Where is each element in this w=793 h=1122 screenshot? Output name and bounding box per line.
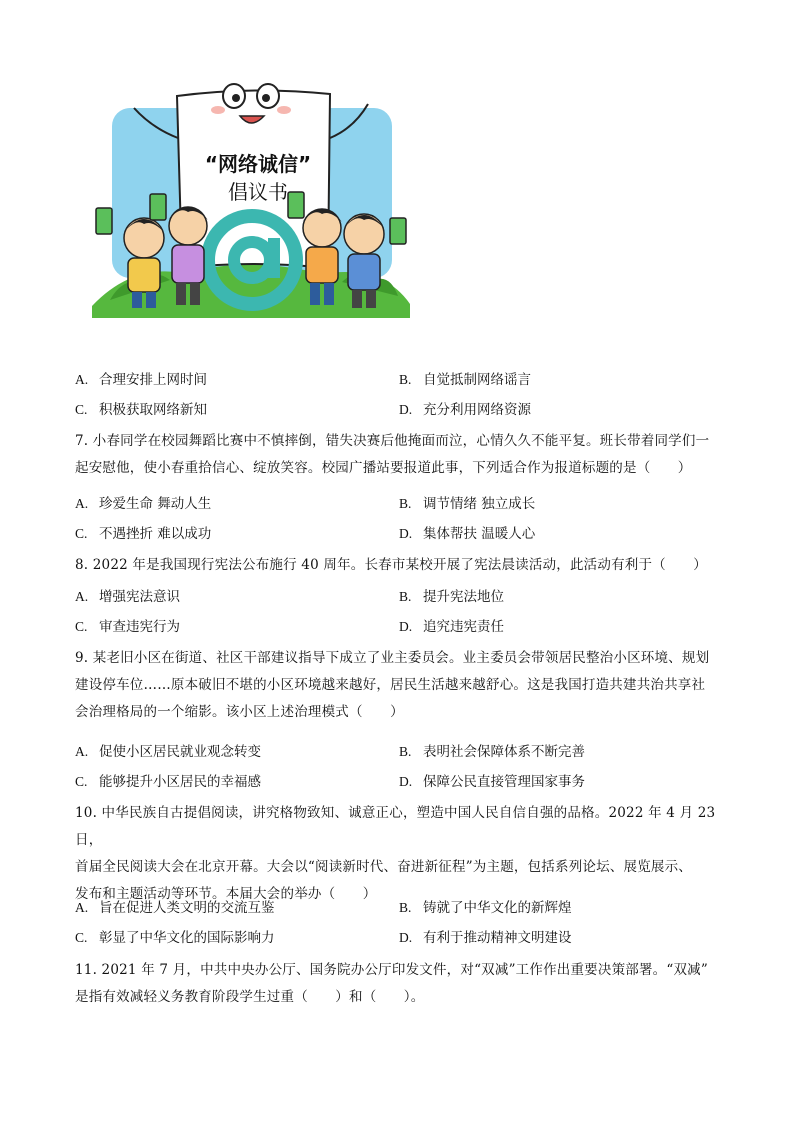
q8-option-a[interactable] <box>75 587 180 607</box>
option-text: 增强宪法意识 <box>99 589 180 605</box>
option-text: 追究违宪责任 <box>423 619 504 635</box>
option-text: 集体帮扶 温暖人心 <box>423 526 536 542</box>
question-text-line: 会治理格局的一个缩影。该小区上述治理模式（ ） <box>75 704 404 720</box>
option-label: A. <box>75 744 89 759</box>
option-label: C. <box>75 402 88 417</box>
q9-option-b[interactable] <box>399 742 585 762</box>
option-text: 审查违宪行为 <box>99 619 180 635</box>
sign-subtitle: 倡议书 <box>228 180 288 204</box>
question-9 <box>75 645 725 726</box>
question-text-line: 8. 2022 年是我国现行宪法公布施行 40 周年。长春市某校开展了宪法晨读活动，此活动有利于（ ） <box>75 557 707 573</box>
question-text-line: 11. 2021 年 7 月，中共中央办公厅、国务院办公厅印发文件，对“双减”工作作出重要决策部署。“双减” <box>75 962 708 978</box>
option-label: D. <box>399 619 413 634</box>
question-text-line: 建设停车位……原本破旧不堪的小区环境越来越好，居民生活越来越舒心。这是我国打造共建共治共享社 <box>75 677 706 693</box>
question-7 <box>75 428 725 482</box>
q10-option-a[interactable] <box>75 898 275 918</box>
q10-option-b[interactable] <box>399 898 572 918</box>
q7-option-d[interactable] <box>399 524 535 544</box>
option-text: 促使小区居民就业观念转变 <box>99 744 261 760</box>
option-text: 不遇挫折 难以成功 <box>99 526 212 542</box>
option-text: 提升宪法地位 <box>423 589 504 605</box>
q10-option-d[interactable] <box>399 928 572 948</box>
q9-option-c[interactable] <box>75 772 261 792</box>
option-label: A. <box>75 496 89 511</box>
q8-option-d[interactable] <box>399 617 504 637</box>
q9-option-a[interactable] <box>75 742 261 762</box>
option-label: D. <box>399 402 413 417</box>
network-integrity-illustration <box>92 68 410 318</box>
q7-option-a[interactable] <box>75 494 211 514</box>
question-text-line: 是指有效减轻义务教育阶段学生过重（ ）和（ ）。 <box>75 989 425 1005</box>
option-label: A. <box>75 372 89 387</box>
q6-option-b[interactable] <box>399 370 531 390</box>
option-text: 有利于推动精神文明建设 <box>423 930 572 946</box>
question-text-line: 9. 某老旧小区在街道、社区干部建议指导下成立了业主委员会。业主委员会带领居民整治小区环境、规划 <box>75 650 710 666</box>
option-text: 珍爱生命 舞动人生 <box>99 496 212 512</box>
question-text-line: 起安慰他，使小春重拾信心、绽放笑容。校园广播站要报道此事，下列适合作为报道标题的是（ ） <box>75 460 692 476</box>
option-text: 彰显了中华文化的国际影响力 <box>99 930 275 946</box>
option-label: D. <box>399 774 413 789</box>
q7-option-b[interactable] <box>399 494 535 514</box>
option-text: 旨在促进人类文明的交流互鉴 <box>99 900 275 916</box>
option-text: 自觉抵制网络谣言 <box>423 372 531 388</box>
q7-option-c[interactable] <box>75 524 211 544</box>
option-text: 铸就了中华文化的新辉煌 <box>423 900 572 916</box>
question-11 <box>75 957 725 1011</box>
question-text-line: 首届全民阅读大会在北京开幕。大会以“阅读新时代、奋进新征程”为主题，包括系列论坛、展览展示、 <box>75 859 693 875</box>
option-label: B. <box>399 744 412 759</box>
q8-option-c[interactable] <box>75 617 180 637</box>
option-label: C. <box>75 526 88 541</box>
q8-option-b[interactable] <box>399 587 504 607</box>
option-text: 表明社会保障体系不断完善 <box>423 744 585 760</box>
option-text: 保障公民直接管理国家事务 <box>423 774 585 790</box>
option-text: 调节情绪 独立成长 <box>423 496 536 512</box>
q6-option-d[interactable] <box>399 400 531 420</box>
q9-option-d[interactable] <box>399 772 585 792</box>
option-label: B. <box>399 589 412 604</box>
option-label: C. <box>75 774 88 789</box>
option-label: D. <box>399 930 413 945</box>
question-text-line: 7. 小春同学在校园舞蹈比赛中不慎摔倒，错失决赛后他掩面而泣，心情久久不能平复。班长带着同学们一 <box>75 433 710 449</box>
option-label: B. <box>399 372 412 387</box>
question-text-line: 发布和主题活动等环节。本届大会的举办（ ） <box>75 886 377 902</box>
question-10 <box>75 800 725 908</box>
option-label: D. <box>399 526 413 541</box>
q6-option-a[interactable] <box>75 370 207 390</box>
option-label: A. <box>75 589 89 604</box>
option-text: 充分利用网络资源 <box>423 402 531 418</box>
question-text-line: 10. 中华民族自古提倡阅读，讲究格物致知、诚意正心，塑造中国人民自信自强的品格。2022 年 4 月 23 日， <box>75 805 716 848</box>
q6-option-c[interactable] <box>75 400 207 420</box>
question-8 <box>75 552 725 579</box>
option-text: 能够提升小区居民的幸福感 <box>99 774 261 790</box>
option-label: C. <box>75 619 88 634</box>
option-label: B. <box>399 900 412 915</box>
option-text: 合理安排上网时间 <box>99 372 207 388</box>
sign-title: “网络诚信” <box>204 152 312 176</box>
option-text: 积极获取网络新知 <box>99 402 207 418</box>
option-label: A. <box>75 900 89 915</box>
q10-option-c[interactable] <box>75 928 275 948</box>
option-label: C. <box>75 930 88 945</box>
option-label: B. <box>399 496 412 511</box>
